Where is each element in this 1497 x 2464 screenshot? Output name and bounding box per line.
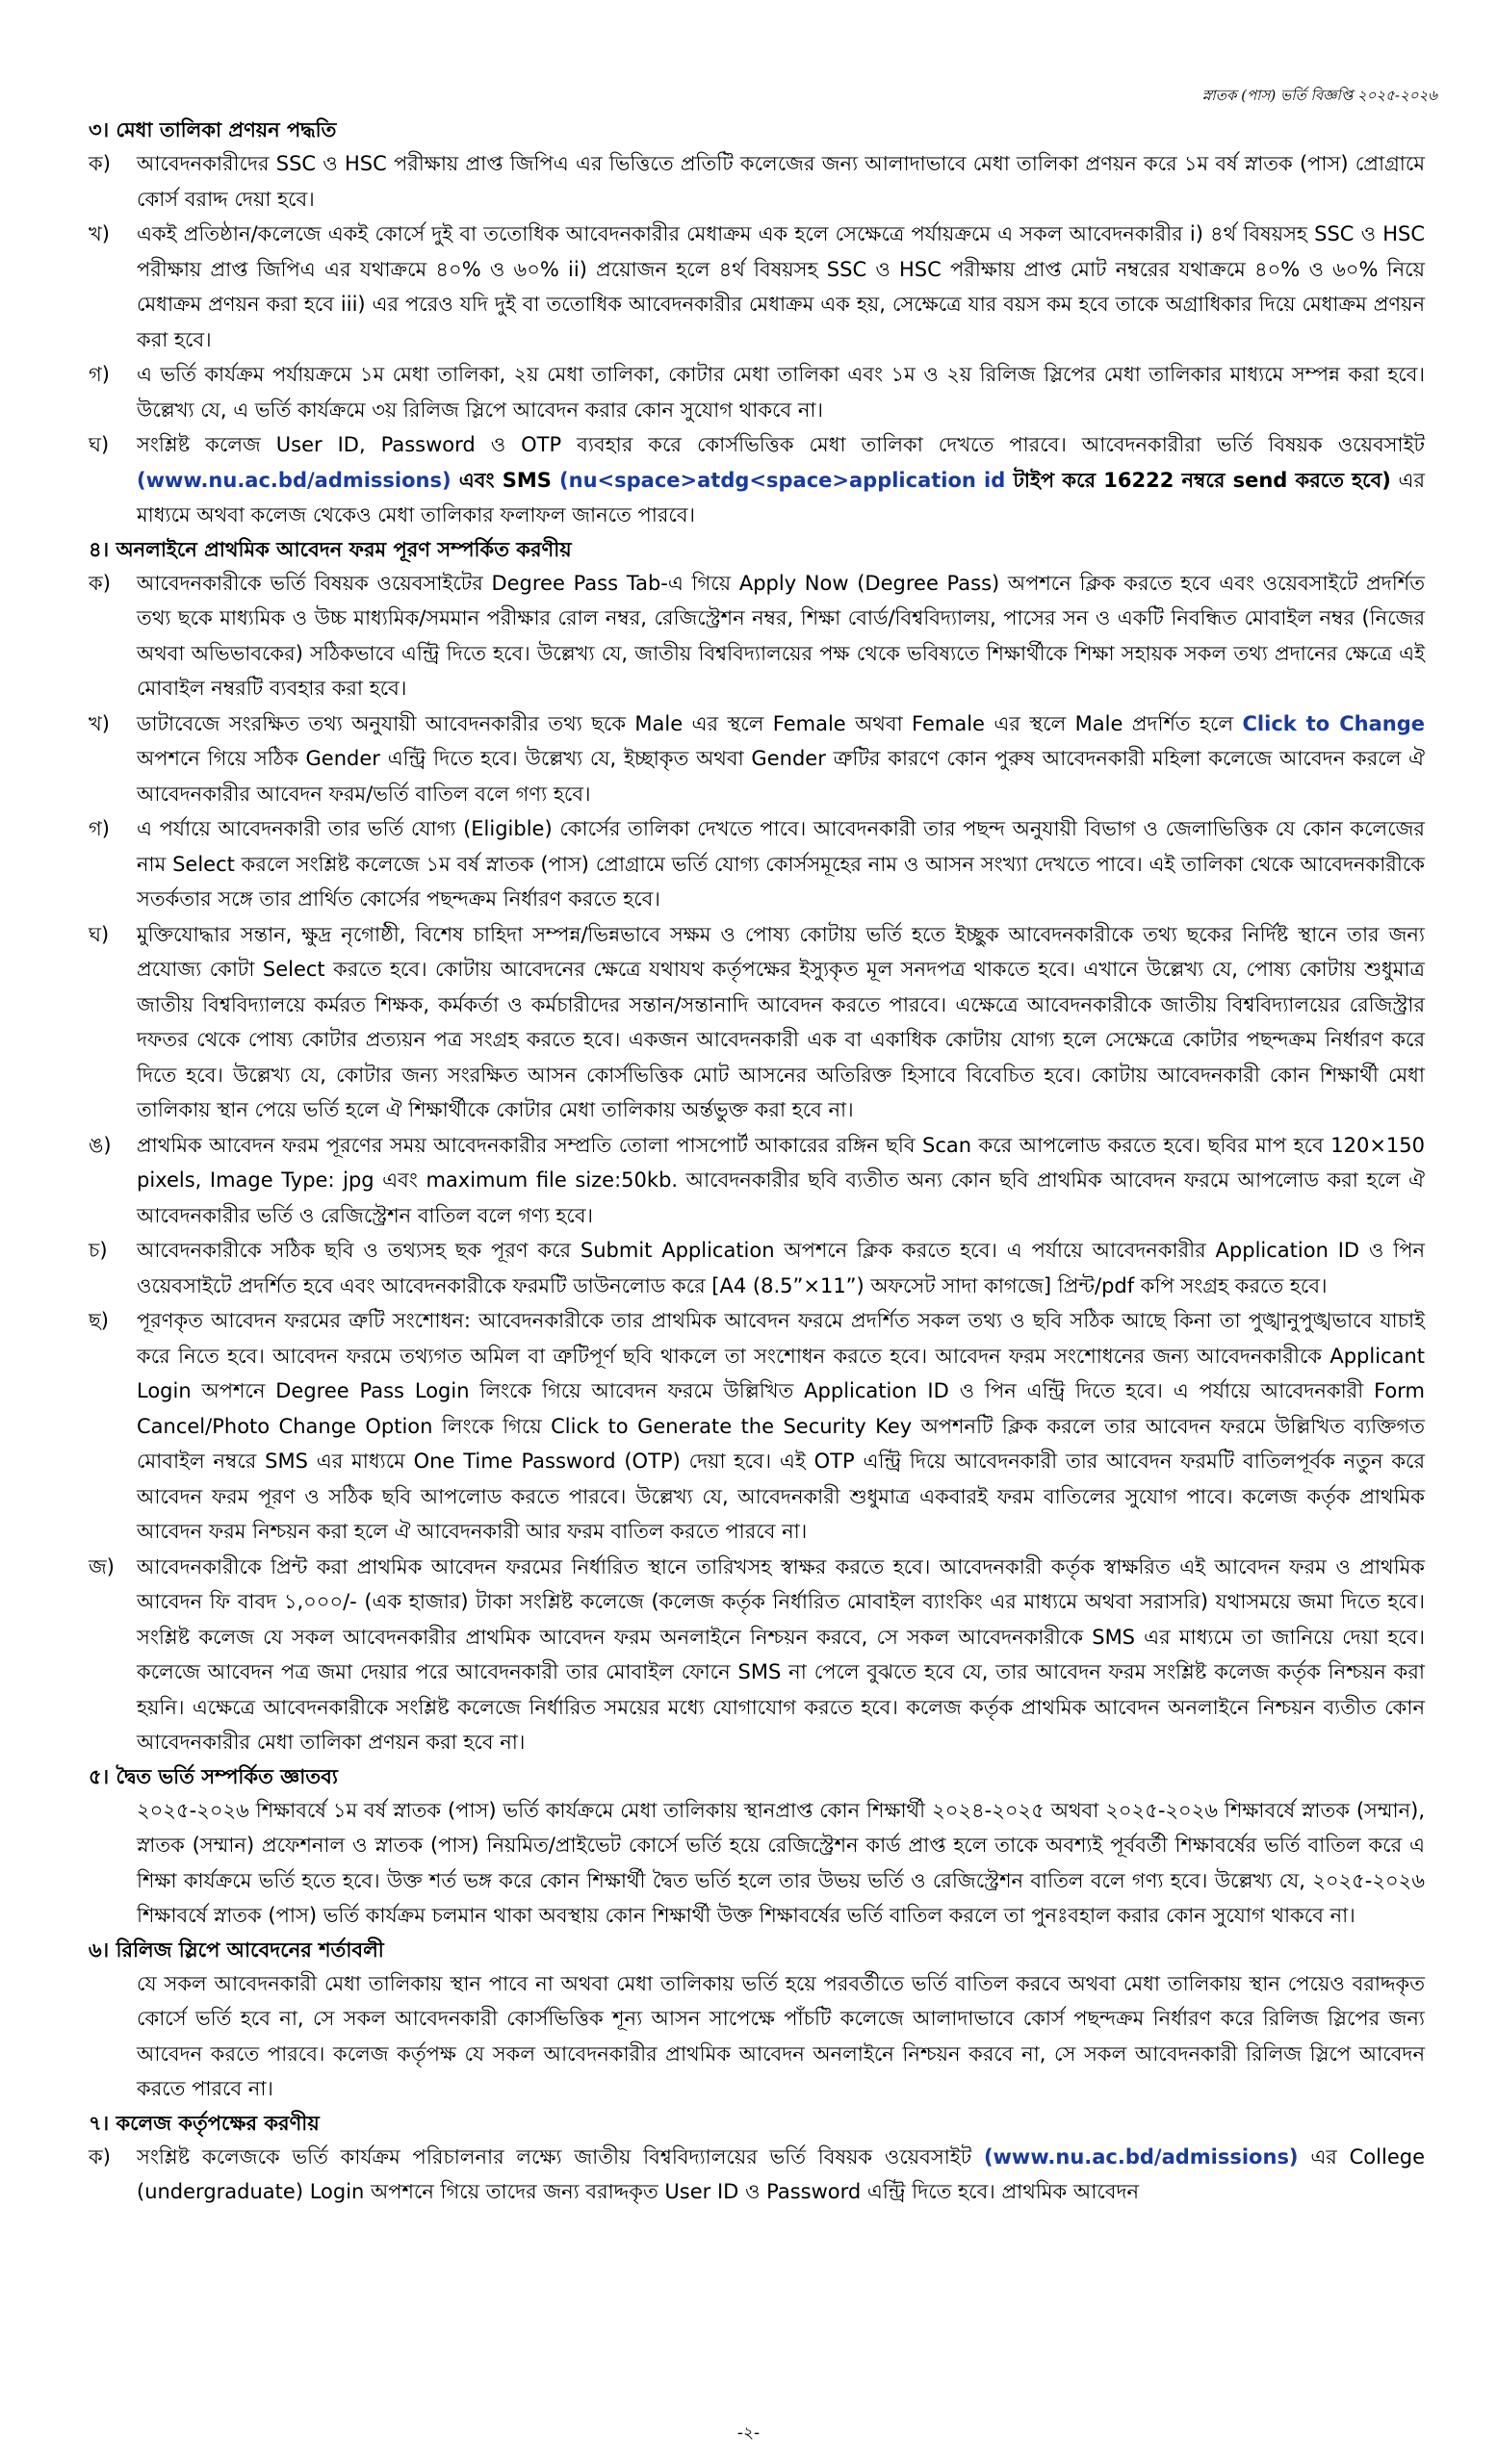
sms-format: (nu<space>atdg<space>application id — [559, 468, 1006, 492]
text-part: এর College (undergraduate) Login অপশনে গিয়ে তাদের জন্য বরাদ্দকৃত User ID ও Password এন্ট্রি দিতে হবে। প্রাথমিক আবেদন — [137, 2144, 1425, 2203]
text-part: সংশ্লিষ্ট কলেজ User ID, Password ও OTP ব্যবহার করে কোর্সভিত্তিক মেধা তালিকা দেখতে পারবে। আবেদনকারীরা ভর্তি বিষয়ক ওয়েবসাইট — [137, 433, 1425, 456]
header-note: স্নাতক (পাস) ভর্তি বিজ্ঞপ্তি ২০২৫-২০২৬ — [1201, 87, 1437, 104]
section-4-item-k — [89, 566, 1425, 706]
click-to-change-link[interactable]: Click to Change — [1242, 711, 1425, 735]
item-text: মুক্তিযোদ্ধার সন্তান, ক্ষুদ্র নৃগোষ্ঠী, বিশেষ চাহিদা সম্পন্ন/ভিন্নভাবে সক্ষম ও পোষ্য কোটায় ভর্তি হতে ইচ্ছুক আবেদনকারীকে তথ্য ছকের নির্দিষ্ট স্থানে তার জন্য প্রযোজ্য কোটা Select করতে হবে। কোটায় আবেদনের ক্ষেত্রে যথাযথ কর্তৃপক্ষের ইস্যুকৃত মূল সনদপত্র থাকতে হবে। এখানে উল্লেখ্য যে, পোষ্য কোটায় শুধুমাত্র জাতীয় বিশ্ববিদ্যালয়ে কর্মরত শিক্ষক, কর্মকর্তা ও কর্মচারীদের সন্তান/সন্তানাদি আবেদন করতে পারবে। এক্ষেত্রে আবেদনকারীকে জাতীয় বিশ্ববিদ্যালয়ের রেজিস্ট্রার দফতর থেকে পোষ্য কোটার প্রত্যয়ন পত্র সংগ্রহ করতে হবে। একজন আবেদনকারী এক বা একাধিক কোটায় যোগ্য হলে সেক্ষেত্রে কোটার পছন্দক্রম নির্ধারণ করে দিতে হবে। উল্লেখ্য যে, কোটার জন্য সংরক্ষিত আসন কোর্সভিত্তিক মোট আসনের অতিরিক্ত হিসাবে বিবেচিত হবে। কোটায় আবেদনকারী কোন শিক্ষার্থী মেধা তালিকায় স্থান পেয়ে ভর্তি হলে ঐ শিক্ষার্থীকে কোটার মেধা তালিকায় অর্ন্তভুক্ত করা হবে না। — [137, 922, 1425, 1121]
text-part: টাইপ করে 16222 নম্বরে send করতে হবে) — [1005, 468, 1391, 492]
document-body — [89, 114, 1425, 2210]
section-4-item-j — [89, 1550, 1425, 1760]
item-text: আবেদনকারীদের SSC ও HSC পরীক্ষায় প্রাপ্ত জিপিএ এর ভিত্তিতে প্রতিটি কলেজের জন্য আলাদাভাবে মেধা তালিকা প্রণয়ন করে ১ম বর্ষ স্নাতক (পাস) প্রোগ্রামে কোর্স বরাদ্দ দেয়া হবে। — [137, 152, 1425, 211]
section-3-item-k — [89, 146, 1425, 217]
item-label: চ) — [89, 1239, 108, 1262]
text-part: এর মাধ্যমে অথবা কলেজ থেকেও মেধা তালিকার ফলাফল জানতে পারবে। — [137, 468, 1425, 526]
item-label: ছ) — [89, 1309, 109, 1332]
item-text: আবেদনকারীকে সঠিক ছবি ও তথ্যসহ ছক পূরণ করে Submit Application অপশনে ক্লিক করতে হবে। এ পর্যায়ে আবেদনকারীর Application ID ও পিন ওয়েবসাইটে প্রদর্শিত হবে এবং আবেদনকারীকে ফরমটি ডাউনলোড করে [A4 (8.5”×11”) অফসেট সাদা কাগজে] প্রিন্ট/pdf কপি সংগ্রহ করতে হবে। — [137, 1239, 1425, 1297]
item-label: গ) — [89, 363, 110, 386]
section-3-title: ৩। মেধা তালিকা প্রণয়ন পদ্ধতি — [89, 118, 337, 141]
admissions-link[interactable]: (www.nu.ac.bd/admissions) — [983, 2144, 1299, 2169]
item-label: খ) — [89, 222, 110, 245]
text-part: অপশনে গিয়ে সঠিক Gender এন্ট্রি দিতে হবে। উল্লেখ্য যে, ইচ্ছাকৃত অথবা Gender ত্রুটির কারণে কোন পুরুষ আবেদনকারী মহিলা কলেজে আবেদন করলে ঐ আবেদনকারীর আবেদন ফরম/ভর্তি বাতিল বলে গণ্য হবে। — [137, 747, 1425, 806]
item-label: ঘ) — [89, 922, 110, 946]
section-6-title: ৬। রিলিজ স্লিপে আবেদনের শর্তাবলী — [89, 1938, 384, 1962]
admissions-link[interactable]: (www.nu.ac.bd/admissions) — [137, 468, 452, 492]
item-label: ঙ) — [89, 1133, 112, 1157]
item-text — [137, 706, 1425, 812]
section-7-item-k — [89, 2140, 1425, 2210]
section-4-item-ch — [89, 1233, 1425, 1303]
item-text — [137, 2140, 1425, 2210]
item-text: আবেদনকারীকে প্রিন্ট করা প্রাথমিক আবেদন ফরমের নির্ধারিত স্থানে তারিখসহ স্বাক্ষর করতে হবে। আবেদনকারী কর্তৃক স্বাক্ষরিত এই আবেদন ফরম ও প্রাথমিক আবেদন ফি বাবদ ১,০০০/- (এক হাজার) টাকা সংশ্লিষ্ট কলেজে (কলেজ কর্তৃক নির্ধারিত মোবাইল ব্যাংকিং এর মাধ্যমে অথবা সরাসরি) যথাসময়ে জমা দিতে হবে। সংশ্লিষ্ট কলেজ যে সকল আবেদনকারীর প্রাথমিক আবেদন ফরম অনলাইনে নিশ্চয়ন করবে, সে সকল আবেদনকারীকে SMS এর মাধ্যমে তা জানিয়ে দেয়া হবে। কলেজে আবেদন পত্র জমা দেয়ার পরে আবেদনকারী তার মোবাইল ফোনে SMS না পেলে বুঝতে হবে যে, তার আবেদন ফরম সংশ্লিষ্ট কলেজ কর্তৃক নিশ্চয়ন করা হয়নি। এক্ষেত্রে আবেদনকারীকে সংশ্লিষ্ট কলেজে নির্ধারিত সময়ের মধ্যে যোগাযোগ করতে হবে। কলেজ কর্তৃক প্রাথমিক আবেদন অনলাইনে নিশ্চয়ন ব্যতীত কোন আবেদনকারীর মেধা তালিকা প্রণয়ন করা হবে না। — [137, 1554, 1425, 1754]
text-part: এবং SMS — [451, 468, 560, 492]
section-4-title: ৪। অনলাইনে প্রাথমিক আবেদন ফরম পূরণ সম্পর্কিত করণীয় — [89, 537, 572, 561]
section-3-item-g — [89, 357, 1425, 427]
text-part: ডাটাবেজে সংরক্ষিত তথ্য অনুযায়ী আবেদনকারীর তথ্য ছকে Male এর স্থলে Female অথবা Female এর স্থলে Male প্রদর্শিত হলে — [137, 711, 1243, 735]
item-label: ক) — [89, 2144, 111, 2169]
section-4-item-chh — [89, 1303, 1425, 1550]
item-label: ক) — [89, 571, 111, 595]
item-text: এ ভর্তি কার্যক্রম পর্যায়ক্রমে ১ম মেধা তালিকা, ২য় মেধা তালিকা, কোটার মেধা তালিকা এবং ১ম ও ২য় রিলিজ স্লিপের মেধা তালিকার মাধ্যমে সম্পন্ন করা হবে। উল্লেখ্য যে, এ ভর্তি কার্যক্রমে ৩য় রিলিজ স্লিপে আবেদন করার কোন সুযোগ থাকবে না। — [137, 363, 1425, 422]
page-number: -২- — [736, 2424, 761, 2443]
text-part: সংশ্লিষ্ট কলেজকে ভর্তি কার্যক্রম পরিচালনার লক্ষ্যে জাতীয় বিশ্ববিদ্যালয়ের ভর্তি বিষয়ক ওয়েবসাইট — [137, 2144, 984, 2169]
item-label: খ) — [89, 711, 110, 735]
item-text: প্রাথমিক আবেদন ফরম পূরণের সময় আবেদনকারীর সম্প্রতি তোলা পাসপোর্ট আকারের রঙ্গিন ছবি Scan করে আপলোড করতে হবে। ছবির মাপ হবে 120×150 pixels, Image Type: jpg এবং maximum file size:50kb. আবেদনকারীর ছবি ব্যতীত অন্য কোন ছবি প্রাথমিক আবেদন ফরমে আপলোড করা হলে ঐ আবেদনকারীর ভর্তি ও রেজিস্ট্রেশন বাতিল বলে গণ্য হবে। — [137, 1133, 1425, 1227]
item-text: একই প্রতিষ্ঠান/কলেজে একই কোর্সে দুই বা ততোধিক আবেদনকারীর মেধাক্রম এক হলে সেক্ষেত্রে পর্যায়ক্রমে এ সকল আবেদনকারীর i) ৪র্থ বিষয়সহ SSC ও HSC পরীক্ষায় প্রাপ্ত জিপিএ এর যথাক্রমে ৪০% ও ৬০% ii) প্রয়োজন হলে ৪র্থ বিষয়সহ SSC ও HSC পরীক্ষায় প্রাপ্ত মোট নম্বরের যথাক্রমে ৪০% ও ৬০% নিয়ে মেধাক্রম প্রণয়ন করা হবে iii) এর পরেও যদি দুই বা ততোধিক আবেদনকারীর মেধাক্রম এক হয়, সেক্ষেত্রে যার বয়স কম হবে তাকে অগ্রাধিকার দিয়ে মেধাক্রম প্রণয়ন করা হবে। — [137, 222, 1425, 351]
section-5-text: ২০২৫-২০২৬ শিক্ষাবর্ষে ১ম বর্ষ স্নাতক (পাস) ভর্তি কার্যক্রমে মেধা তালিকায় স্থানপ্রাপ্ত কোন শিক্ষার্থী ২০২৪-২০২৫ অথবা ২০২৫-২০২৬ শিক্ষাবর্ষে স্নাতক (সম্মান), স্নাতক (সম্মান) প্রফেশনাল ও স্নাতক (পাস) নিয়মিত/প্রাইভেট কোর্সে ভর্তি হয়ে রেজিস্ট্রেশন কার্ড প্রাপ্ত হলে তাকে অবশ্যই পূর্ববর্তী শিক্ষাবর্ষের ভর্তি বাতিল করে এ শিক্ষা কার্যক্রমে ভর্তি হতে হবে। উক্ত শর্ত ভঙ্গ করে কোন শিক্ষার্থী দ্বৈত ভর্তি হলে তার উভয় ভর্তি ও রেজিস্ট্রেশন বাতিল বলে গণ্য হবে। উল্লেখ্য যে, ২০২৫-২০২৬ শিক্ষাবর্ষে স্নাতক (পাস) ভর্তি কার্যক্রম চলমান থাকা অবস্থায় কোন শিক্ষার্থী উক্ত শিক্ষাবর্ষের ভর্তি বাতিল করলে তা পুনঃবহাল করার কোন সুযোগ থাকবে না। — [137, 1798, 1425, 1927]
section-7-title: ৭। কলেজ কর্তৃপক্ষের করণীয় — [89, 2111, 320, 2135]
item-label: গ) — [89, 817, 110, 840]
section-3-item-gh — [89, 427, 1425, 533]
item-text: এ পর্যায়ে আবেদনকারী তার ভর্তি যোগ্য (Eligible) কোর্সের তালিকা দেখতে পাবে। আবেদনকারী তার পছন্দ অনুযায়ী বিভাগ ও জেলাভিত্তিক যে কোন কলেজের নাম Select করলে সংশ্লিষ্ট কলেজে ১ম বর্ষ স্নাতক (পাস) প্রোগ্রামে ভর্তি যোগ্য কোর্সসমূহের নাম ও আসন সংখ্যা দেখতে পাবে। এই তালিকা থেকে আবেদনকারীকে সতর্কতার সঙ্গে তার প্রার্থিত কোর্সের পছন্দক্রম নির্ধারণ করতে হবে। — [137, 817, 1425, 911]
item-text — [137, 427, 1425, 533]
section-5-title: ৫। দ্বৈত ভর্তি সম্পর্কিত জ্ঞাতব্য — [89, 1764, 338, 1788]
section-4-item-kh — [89, 706, 1425, 812]
item-text: পূরণকৃত আবেদন ফরমের ত্রুটি সংশোধন: আবেদনকারীকে তার প্রাথমিক আবেদন ফরমে প্রদর্শিত সকল তথ্য ও ছবি সঠিক আছে কিনা তা পুঙ্খানুপুঙ্খভাবে যাচাই করে নিতে হবে। আবেদন ফরমে তথ্যগত অমিল বা ত্রুটিপূর্ণ ছবি থাকলে তা সংশোধন করতে হবে। আবেদন ফরম সংশোধনের জন্য আবেদনকারীকে Applicant Login অপশনে Degree Pass Login লিংকে গিয়ে আবেদন ফরমে উল্লিখিত Application ID ও পিন এন্ট্রি দিতে হবে। এ পর্যায়ে আবেদনকারী Form Cancel/Photo Change Option লিংকে গিয়ে Click to Generate the Security Key অপশনটি ক্লিক করলে তার আবেদন ফরমে উল্লিখিত ব্যক্তিগত মোবাইল নম্বরে SMS এর মাধ্যমে One Time Password (OTP) দেয়া হবে। এই OTP এন্ট্রি দিয়ে আবেদনকারী তার আবেদন ফরমটি বাতিলপূর্বক নতুন করে আবেদন ফরম পূরণ ও সঠিক ছবি আপলোড করতে পারবে। উল্লেখ্য যে, আবেদনকারী শুধুমাত্র একবারই ফরম বাতিলের সুযোগ পাবে। কলেজ কর্তৃক প্রাথমিক আবেদন ফরম নিশ্চয়ন করা হলে ঐ আবেদনকারী আর ফরম বাতিল করতে পারবে না। — [137, 1309, 1426, 1543]
item-label: জ) — [89, 1554, 115, 1578]
section-4-item-ng — [89, 1128, 1425, 1234]
section-4-item-g — [89, 811, 1425, 917]
item-label: ঘ) — [89, 433, 110, 456]
item-text: আবেদনকারীকে ভর্তি বিষয়ক ওয়েবসাইটের Degree Pass Tab-এ গিয়ে Apply Now (Degree Pass) অপশনে ক্লিক করতে হবে এবং ওয়েবসাইটে প্রদর্শিত তথ্য ছকে মাধ্যমিক ও উচ্চ মাধ্যমিক/সমমান পরীক্ষার রোল নম্বর, রেজিস্ট্রেশন নম্বর, শিক্ষা বোর্ড/বিশ্ববিদ্যালয়, পাসের সন ও একটি নিবন্ধিত মোবাইল নম্বর (নিজের অথবা অভিভাবকের) সঠিকভাবে এন্ট্রি দিতে হবে। উল্লেখ্য যে, জাতীয় বিশ্ববিদ্যালয়ের পক্ষ থেকে ভবিষ্যতে শিক্ষার্থীকে শিক্ষা সহায়ক সকল তথ্য প্রদানের ক্ষেত্রে এই মোবাইল নম্বরটি ব্যবহার করা হবে। — [137, 571, 1425, 700]
section-3-item-kh — [89, 217, 1425, 357]
section-4-item-gh — [89, 917, 1425, 1128]
item-label: ক) — [89, 152, 111, 175]
section-6-text: যে সকল আবেদনকারী মেধা তালিকায় স্থান পাবে না অথবা মেধা তালিকায় ভর্তি হয়ে পরবর্তীতে ভর্তি বাতিল করবে অথবা মেধা তালিকায় স্থান পেয়েও বরাদ্দকৃত কোর্সে ভর্তি হবে না, সে সকল আবেদনকারী কোর্সভিত্তিক শূন্য আসন সাপেক্ষে পাঁচটি কলেজে আলাদাভাবে কোর্স পছন্দক্রম নির্ধারণ করে রিলিজ স্লিপের জন্য আবেদন করতে পারবে। কলেজ কর্তৃপক্ষ যে সকল আবেদনকারীর প্রাথমিক আবেদন অনলাইনে নিশ্চয়ন করবে না, সে সকল আবেদনকারী রিলিজ স্লিপে আবেদন করতে পারবে না। — [137, 1971, 1425, 2100]
